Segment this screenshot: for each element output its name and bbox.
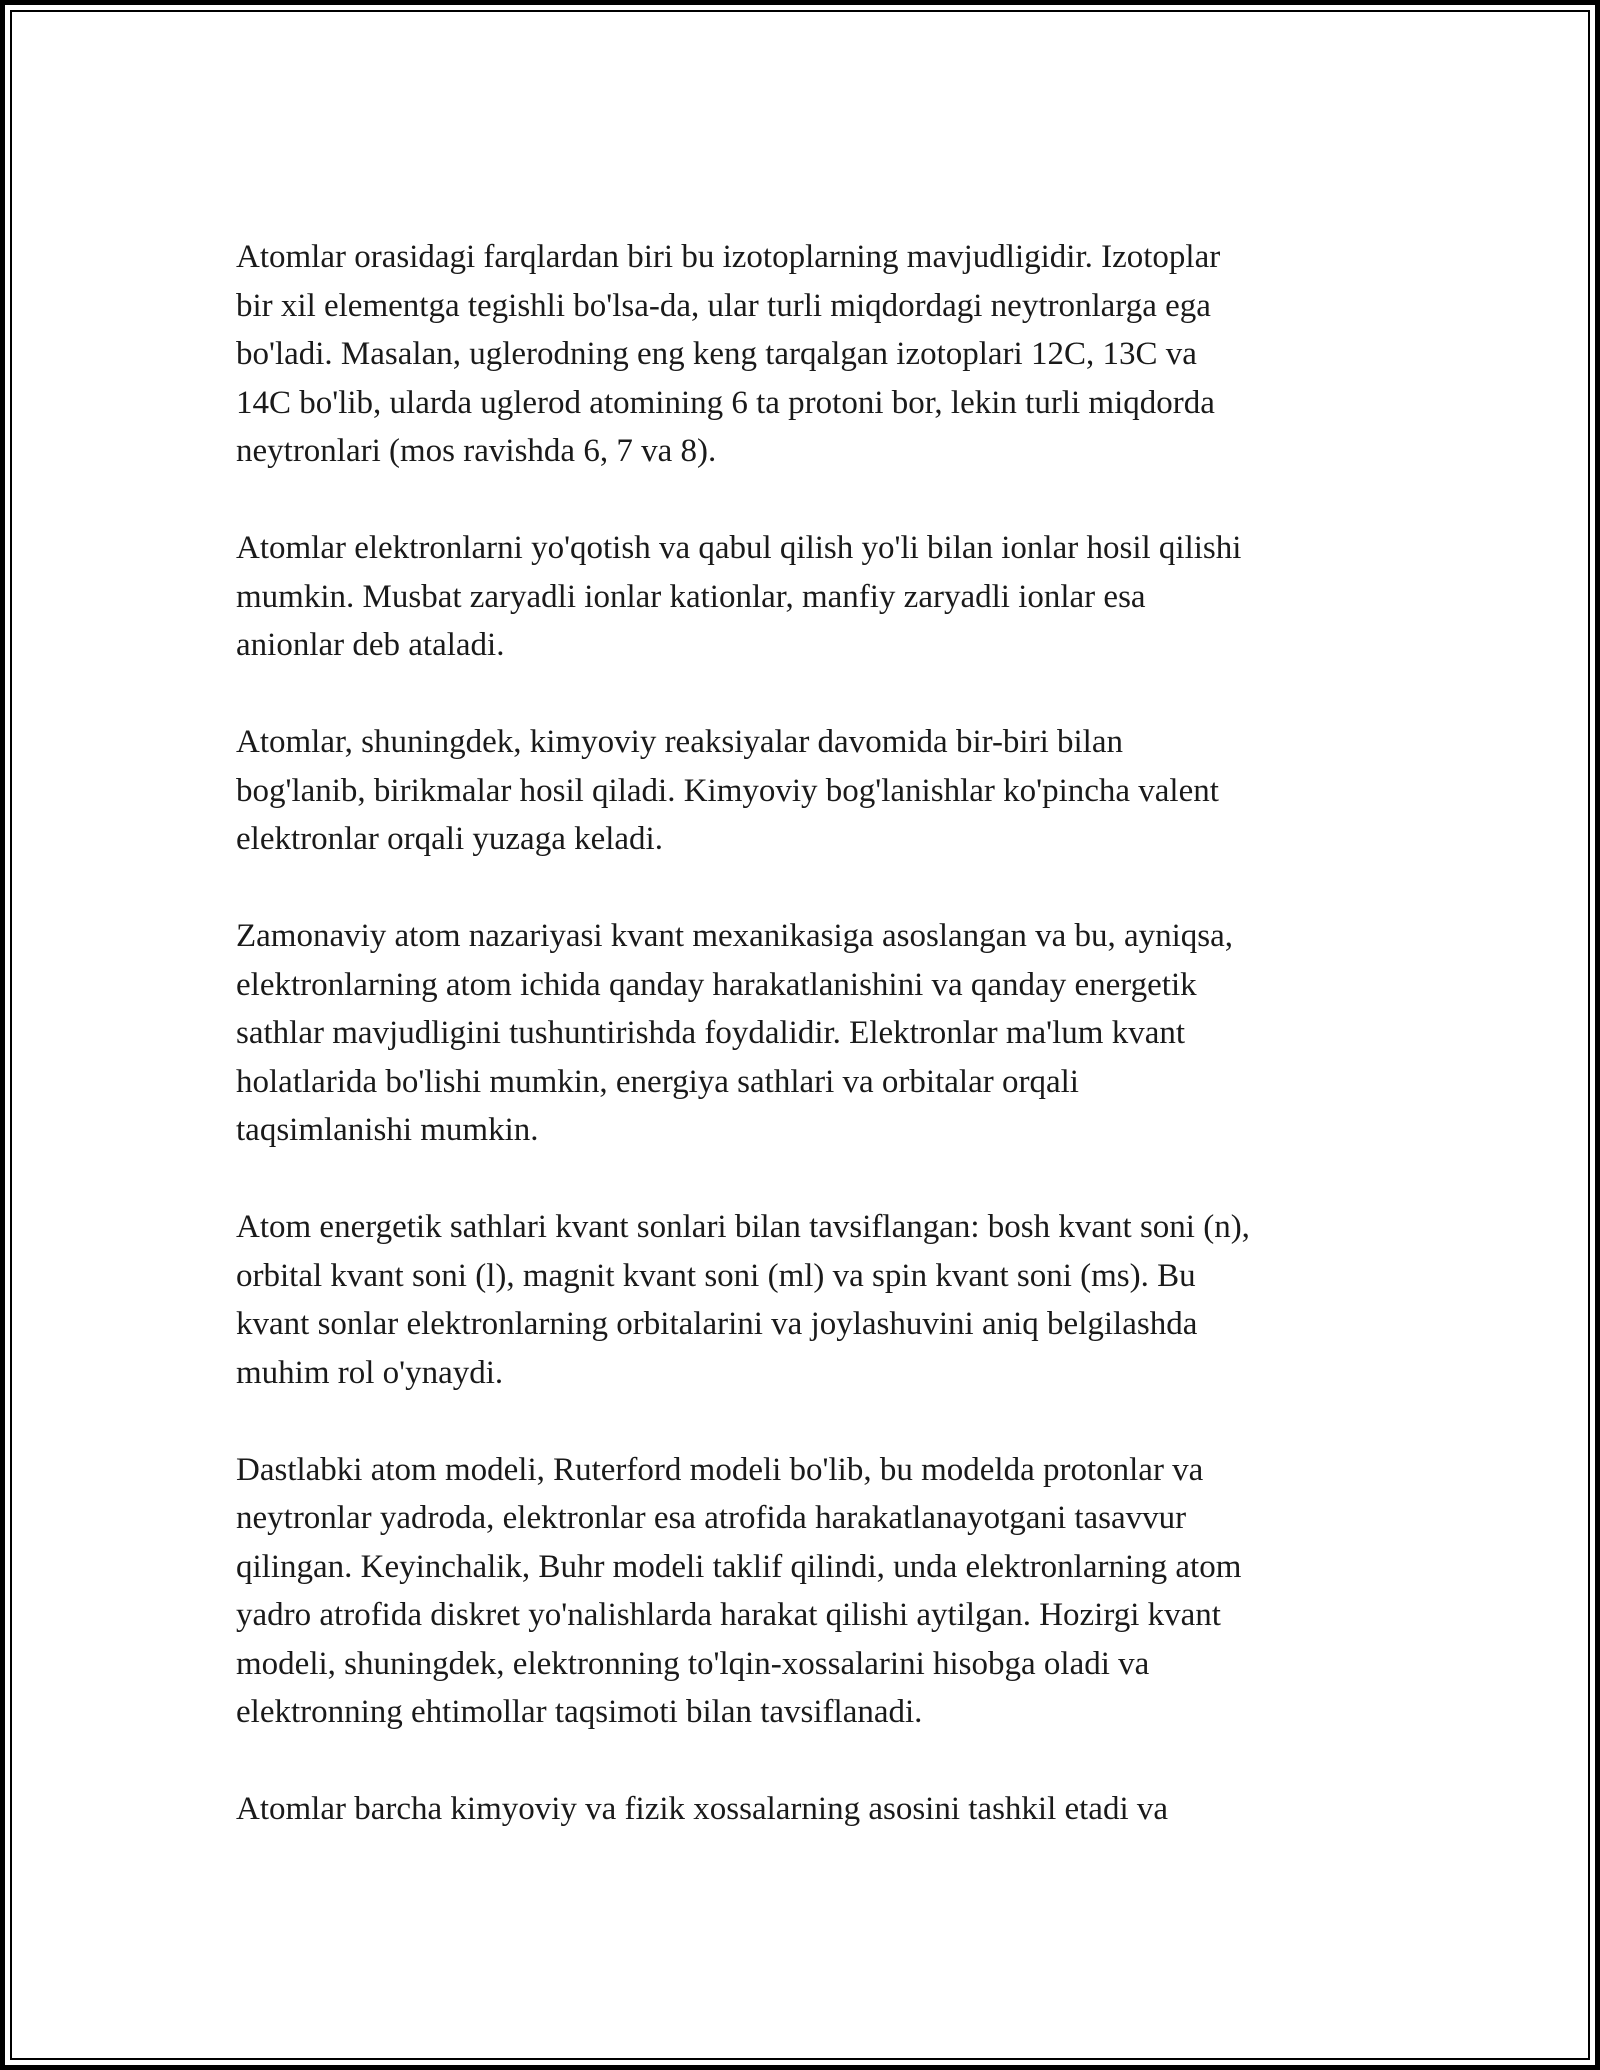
text-line: Atomlar barcha kimyoviy va fizik xossalarning asosini tashkil etadi va [236,1791,1169,1827]
text-line: neytronlari (mos ravishda 6, 7 va 8). [236,433,717,469]
text-line: holatlarida bo'lishi mumkin, energiya sathlari va orbitalar orqali [236,1063,1079,1100]
text-line: kvant sonlar elektronlarning orbitalarini va joylashuvini aniq belgilashda [236,1306,1198,1342]
text-line: Atomlar, shuningdek, kimyoviy reaksiyalar davomida bir-biri bilan [236,724,1123,760]
text-line: elektronning ehtimollar taqsimoti bilan tavsiflanadi. [236,1694,923,1730]
text-line: Atomlar orasidagi farqlardan biri bu izotoplarning mavjudligidir. Izotoplar [236,239,1221,275]
text-line: orbital kvant soni (l), magnit kvant soni (ml) va spin kvant soni (ms). Bu [236,1257,1196,1294]
paragraph-quantum-numbers [236,1203,1376,1397]
text-line: sathlar mavjudligini tushuntirishda foydalidir. Elektronlar ma'lum kvant [236,1015,1186,1051]
paragraph-ions [236,524,1376,670]
paragraph-conclusion [236,1785,1376,1834]
paragraph-quantum-theory [236,912,1376,1155]
text-line: bir xil elementga tegishli bo'lsa-da, ular turli miqdordagi neytronlarga ega [236,287,1211,324]
text-line: bo'ladi. Masalan, uglerodning eng keng tarqalgan izotoplari 12C, 13C va [236,336,1197,372]
text-line: qilingan. Keyinchalik, Buhr modeli taklif qilindi, unda elektronlarning atom [236,1548,1242,1585]
text-line: taqsimlanishi mumkin. [236,1112,539,1148]
text-line: Zamonaviy atom nazariyasi kvant mexanikasiga asoslangan va bu, ayniqsa, [236,918,1234,954]
text-line: Atomlar elektronlarni yo'qotish va qabul qilish yo'li bilan ionlar hosil qilishi [236,530,1242,566]
text-line: muhim rol o'ynaydi. [236,1354,504,1391]
document-body [236,233,1376,1834]
paragraph-isotopes [236,233,1376,476]
text-line: 14C bo'lib, ularda uglerod atomining 6 ta protoni bor, lekin turli miqdorda [236,384,1215,421]
text-line: Atom energetik sathlari kvant sonlari bilan tavsiflangan: bosh kvant soni (n), [236,1209,1250,1245]
text-line: modeli, shuningdek, elektronning to'lqin-xossalarini hisobga oladi va [236,1645,1150,1682]
paragraph-atom-models [236,1446,1376,1737]
paragraph-chemical-bonds [236,718,1376,864]
text-line: bog'lanib, birikmalar hosil qiladi. Kimyoviy bog'lanishlar ko'pincha valent [236,772,1219,809]
text-line: yadro atrofida diskret yo'nalishlarda harakat qilishi aytilgan. Hozirgi kvant [236,1597,1221,1633]
text-line: mumkin. Musbat zaryadli ionlar kationlar, manfiy zaryadli ionlar esa [236,578,1146,615]
text-line: elektronlarning atom ichida qanday harakatlanishini va qanday energetik [236,966,1197,1003]
text-line: Dastlabki atom modeli, Ruterford modeli bo'lib, bu modelda protonlar va [236,1451,1204,1488]
text-line: anionlar deb ataladi. [236,627,505,663]
text-line: elektronlar orqali yuzaga keladi. [236,821,663,857]
text-line: neytronlar yadroda, elektronlar esa atrofida harakatlanayotgani tasavvur [236,1500,1187,1536]
